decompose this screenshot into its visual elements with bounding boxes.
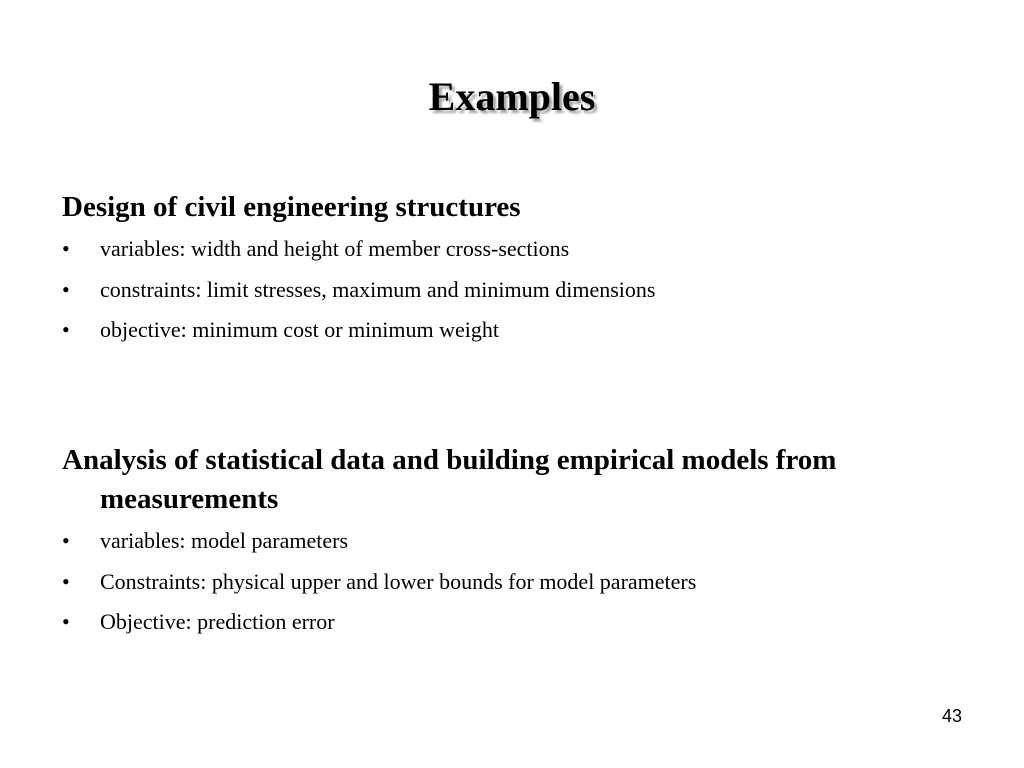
bullet-list [62, 229, 942, 351]
bullet-text: Objective: prediction error [100, 609, 335, 634]
bullet-text: Constraints: physical upper and lower bounds for model parameters [100, 568, 697, 594]
slide-title: Examples [428, 74, 596, 119]
bullet-icon: • [62, 236, 70, 261]
section-statistical-analysis [62, 441, 942, 643]
list-item [62, 562, 942, 603]
bullet-icon: • [62, 568, 70, 594]
section-heading: Analysis of statistical data and building empirical models from measurements [62, 444, 837, 515]
list-item [62, 602, 942, 643]
bullet-text: objective: minimum cost or minimum weight [100, 317, 500, 342]
bullet-text: constraints: limit stresses, maximum and minimum dimensions [100, 276, 656, 302]
section-heading: Design of civil engineering structures [62, 191, 521, 223]
bullet-text: variables: width and height of member cross-sections [100, 236, 570, 261]
bullet-icon: • [62, 609, 70, 634]
list-item [62, 310, 942, 351]
bullet-text: variables: model parameters [100, 528, 349, 553]
bullet-icon: • [62, 528, 70, 553]
section-civil-engineering [62, 188, 942, 351]
bullet-list [62, 521, 942, 643]
bullet-icon: • [62, 276, 70, 302]
list-item [62, 521, 942, 562]
bullet-icon: • [62, 317, 70, 342]
page-number: 43 [941, 706, 962, 726]
list-item [62, 229, 942, 270]
list-item [62, 270, 942, 311]
